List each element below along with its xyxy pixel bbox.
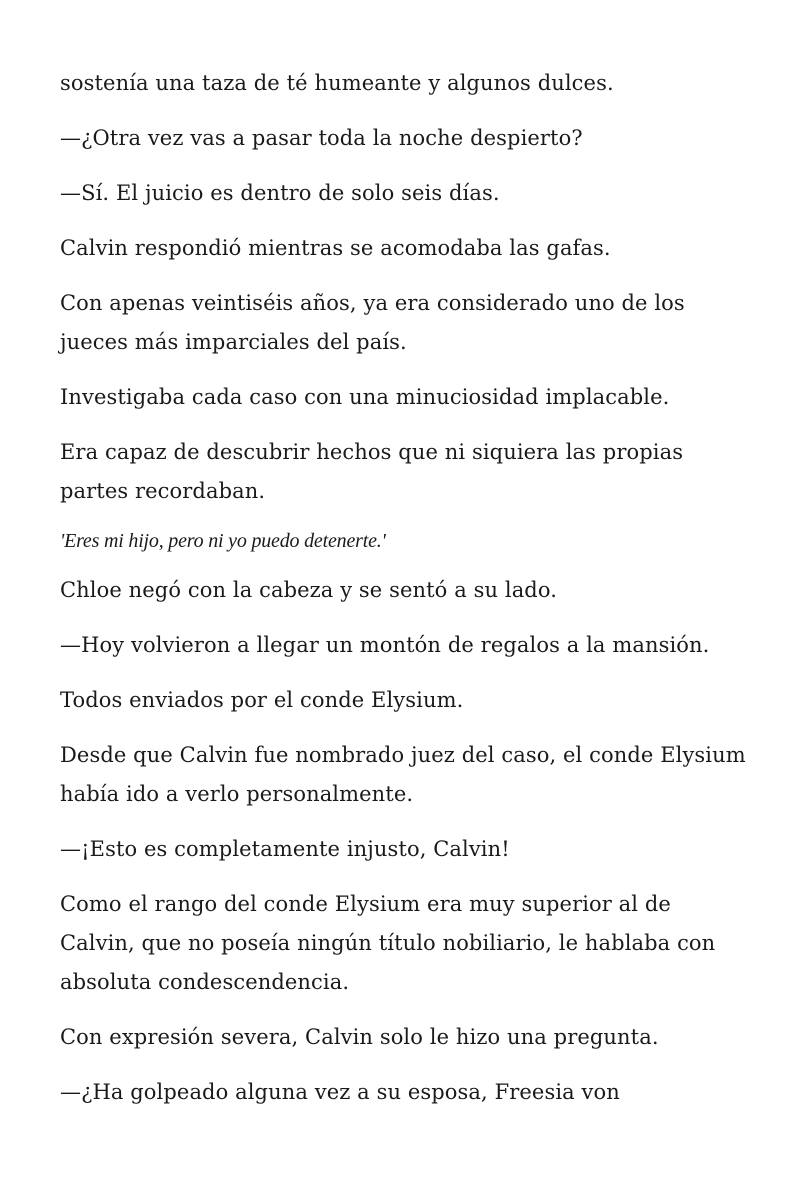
paragraph: Con apenas veintiséis años, ya era considerado uno de los jueces más imparciales del país. [60,291,685,354]
paragraph: Chloe negó con la cabeza y se sentó a su lado. [60,578,558,602]
dialogue-line: —¿Otra vez vas a pasar toda la noche despierto? [60,126,583,150]
dialogue-line: —Hoy volvieron a llegar un montón de regalos a la mansión. [60,633,710,657]
inner-thought: 'Eres mi hijo, pero ni yo puedo detenerte.' [60,530,386,552]
paragraph: Investigaba cada caso con una minuciosidad implacable. [60,385,670,409]
paragraph: Todos enviados por el conde Elysium. [60,688,464,712]
dialogue-line: —Sí. El juicio es dentro de solo seis días. [60,181,500,205]
paragraph: Desde que Calvin fue nombrado juez del caso, el conde Elysium había ido a verlo personalmente. [60,743,746,806]
paragraph: sostenía una taza de té humeante y algunos dulces. [60,71,614,95]
paragraph: Era capaz de descubrir hechos que ni siquiera las propias partes recordaban. [60,440,684,503]
dialogue-line: —¡Esto es completamente injusto, Calvin! [60,837,510,861]
story-text [60,64,750,1128]
paragraph: Con expresión severa, Calvin solo le hizo una pregunta. [60,1025,659,1049]
paragraph: Calvin respondió mientras se acomodaba las gafas. [60,236,611,260]
dialogue-line: —¿Ha golpeado alguna vez a su esposa, Freesia von [60,1080,620,1104]
paragraph: Como el rango del conde Elysium era muy superior al de Calvin, que no poseía ningún título nobiliario, le hablaba con absoluta condescendencia. [60,892,716,994]
